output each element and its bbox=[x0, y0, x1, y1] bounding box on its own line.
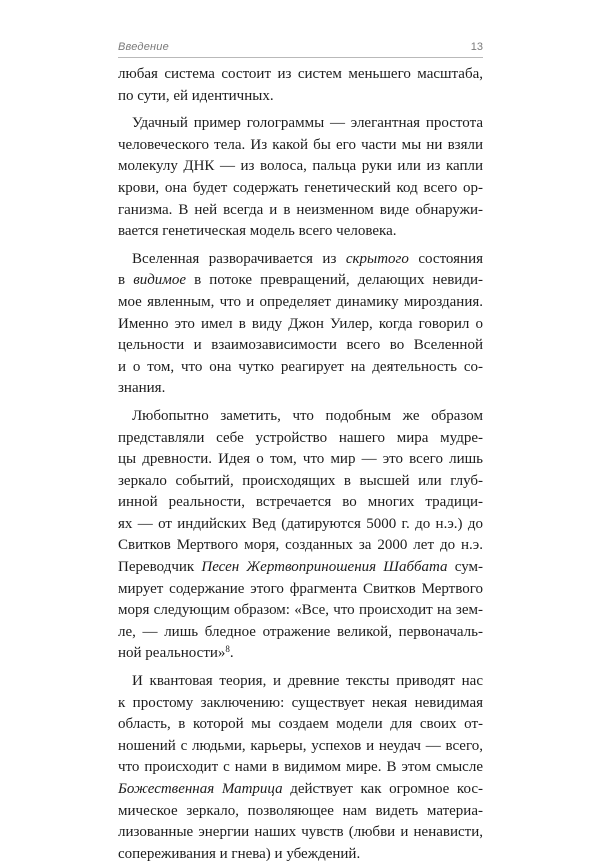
text-line: Удачный пример голограммы — элегантная простота bbox=[132, 115, 483, 132]
text-line: представляли себе устройство нашего мира мудре- bbox=[118, 429, 483, 446]
text-line: И квантовая теория, и древние тексты приводят нас bbox=[132, 673, 483, 690]
text-line: мирует содержание этого фрагмента Свитков Мертвого bbox=[118, 580, 483, 597]
text-line: ях — от индийских Вед (датируются 5000 г. до н.э.) до bbox=[118, 515, 483, 532]
text-line: Именно это имел в виду Джон Уилер, когда говорил о bbox=[118, 315, 483, 332]
text-line: область, в которой мы создаем модели для своих от- bbox=[118, 716, 483, 733]
text-line: инной реальности, встречается во многих традици- bbox=[118, 494, 483, 511]
text-line: в видимое в потоке превращений, делающих невиди- bbox=[118, 272, 483, 289]
text-line: вается генетическая модель всего человека. bbox=[118, 223, 397, 240]
paragraph-continued bbox=[118, 64, 483, 107]
text-line: ношений с людьми, карьеры, успехов и неудач — всего, bbox=[118, 737, 483, 754]
text-line: человеческого тела. Из какой бы его части мы ни взяли bbox=[118, 136, 483, 153]
text-line: цы древности. Идея о том, что мир — это всего лишь bbox=[118, 451, 483, 468]
italic-term: Божественная Матрица bbox=[118, 781, 283, 797]
text-line: по сути, ей идентичных. bbox=[118, 87, 274, 104]
text-line: любая система состоит из систем меньшего масштаба, bbox=[118, 66, 483, 82]
text-line: мое явленным, что и определяет динамику мироздания. bbox=[118, 293, 483, 310]
paragraph-hologram bbox=[118, 113, 483, 243]
text-line: Переводчик Песен Жертвоприношения Шаббата сум- bbox=[118, 559, 484, 576]
italic-title: Песен Жертвоприношения Шаббата bbox=[201, 559, 448, 576]
text-line: Божественная Матрица действует как огромное кос- bbox=[118, 781, 483, 797]
italic-term: скрытого bbox=[345, 250, 409, 267]
paragraph-quantum-theory bbox=[118, 671, 483, 865]
text-line: к простому заключению: существует некая невидимая bbox=[118, 694, 483, 711]
text-line: Вселенная разворачивается из скрытого состояния bbox=[132, 250, 483, 267]
footnote-marker[interactable]: 8 bbox=[225, 644, 230, 655]
text-line: лизованные энергии наших чувств (любви и ненависти, bbox=[118, 824, 483, 841]
text-line: моря следующим образом: «Все, что происходит на зем- bbox=[118, 602, 483, 619]
paragraph-universe bbox=[118, 249, 483, 400]
text-line: Любопытно заметить, что подобным же образом bbox=[132, 407, 483, 424]
text-line: и о том, что она чутко реагирует на деятельность со- bbox=[118, 358, 483, 375]
italic-term: видимое bbox=[133, 272, 187, 289]
text-line: сопереживания и гнева) и убеждений. bbox=[118, 845, 361, 862]
text-line: крови, она будет содержать генетический код всего ор- bbox=[118, 179, 483, 196]
header-rule bbox=[118, 57, 483, 58]
text-line: Свитков Мертвого моря, созданных за 2000 лет до н.э. bbox=[118, 537, 483, 554]
text-line: что происходит с нами в видимом мире. В этом смысле bbox=[118, 759, 483, 776]
text-line: знания. bbox=[118, 380, 166, 397]
text-line: молекулу ДНК — из волоса, пальца руки или из капли bbox=[118, 158, 483, 175]
page-number: 13 bbox=[470, 41, 483, 53]
body-text bbox=[118, 64, 483, 865]
text-line: цельности и взаимозависимости всего во Вселенной bbox=[118, 337, 483, 354]
text-line: зеркало событий, происходящих в высшей или глуб- bbox=[118, 472, 483, 489]
text-line: ле, — лишь бледное отражение великой, первоначаль- bbox=[118, 623, 483, 640]
section-title: Введение bbox=[118, 41, 169, 53]
text-line: ной реальности»$^8$. bbox=[118, 644, 234, 662]
paragraph-ancient-wisdom bbox=[118, 406, 483, 665]
text-line: мическое зеркало, позволяющее нам видеть материа- bbox=[118, 802, 483, 819]
running-header bbox=[110, 41, 483, 57]
text-line: ганизма. В ней всегда и в неизменном виде обнаружи- bbox=[118, 201, 483, 218]
